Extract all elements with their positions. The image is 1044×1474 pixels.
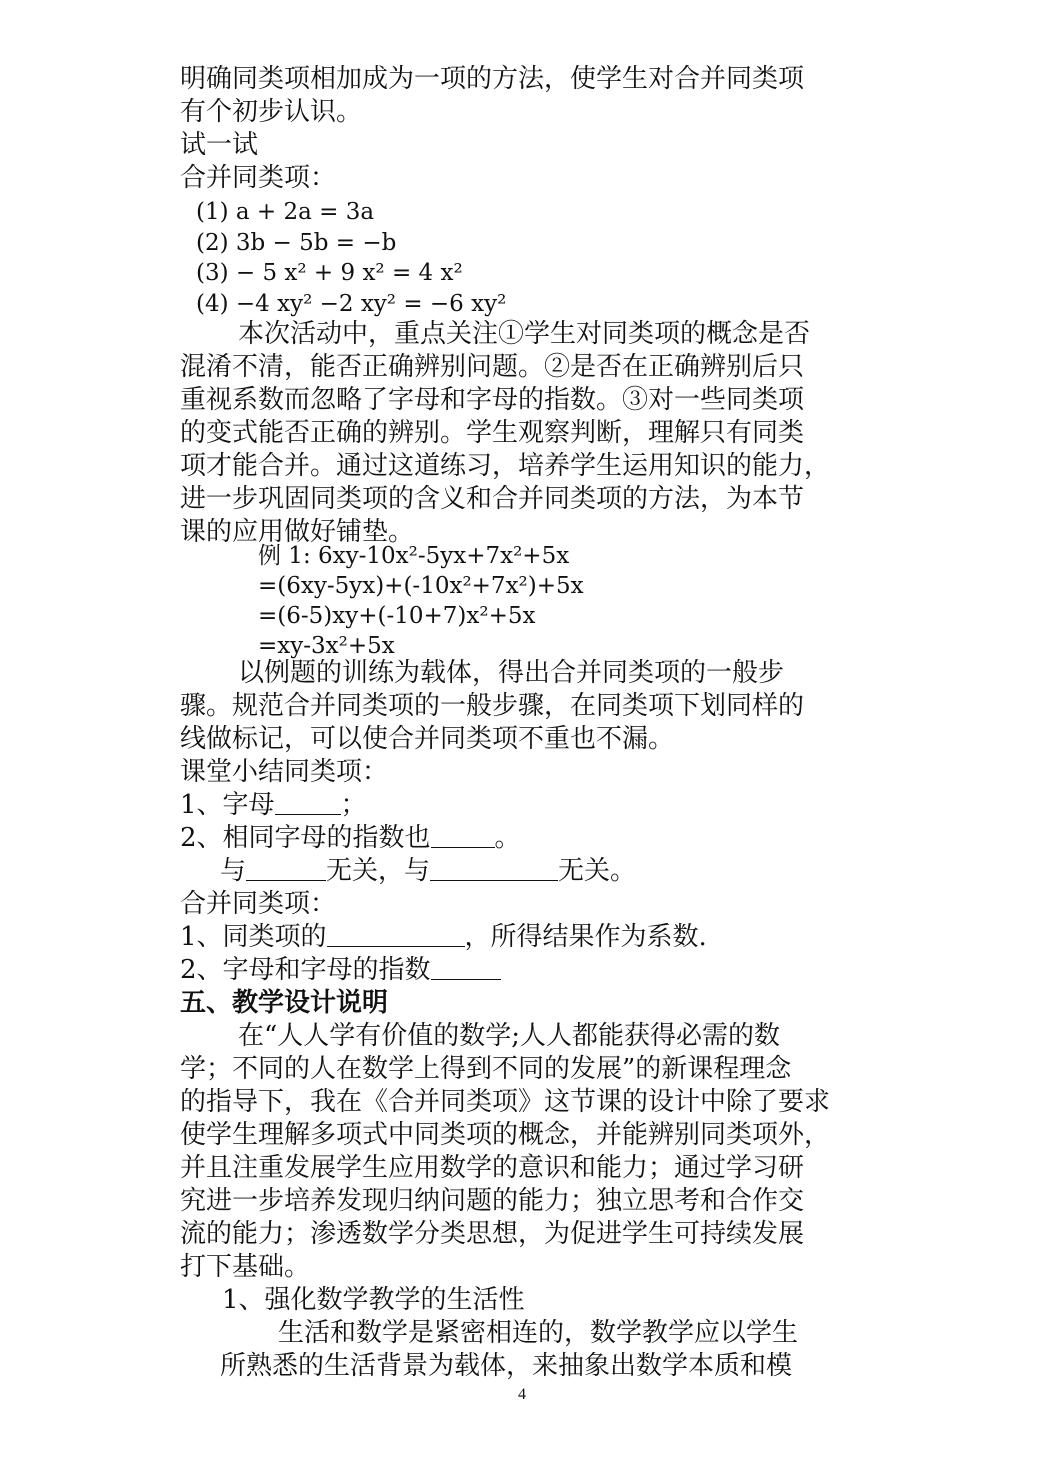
example-line-3: =(6-5)xy+(-10+7)x²+5x (258, 603, 536, 629)
summary-item-3-a: 与 (220, 856, 247, 886)
paragraph-line: 有个初步认识。 (180, 97, 363, 127)
summary-item-3-c: 无关。 (558, 856, 637, 886)
exercise-1: (1) a + 2a = 3a (196, 199, 375, 225)
steps-line: 骤。规范合并同类项的一般步骤，在同类项下划同样的 (180, 691, 805, 721)
fill-blank[interactable] (430, 856, 558, 881)
section-five-line: 流的能力；渗透数学分类思想，为促进学生可持续发展 (180, 1219, 805, 1249)
summary-merge-2-prefix: 2、字母和字母的指数 (180, 955, 431, 985)
summary-merge-2 (180, 954, 501, 986)
focus-line: 进一步巩固同类项的含义和合并同类项的方法，为本节 (180, 484, 805, 514)
exercise-2: (2) 3b − 5b = −b (196, 230, 397, 256)
summary-heading: 课堂小结同类项： (180, 757, 389, 787)
fill-blank[interactable] (431, 955, 501, 980)
subsection-heading: 1、强化数学教学的生活性 (222, 1285, 525, 1315)
example-line-4: =xy-3x²+5x (258, 633, 395, 659)
try-heading: 试一试 (180, 130, 259, 160)
fill-blank[interactable] (275, 790, 341, 815)
summary-item-1 (180, 789, 367, 821)
summary-item-2-prefix: 2、相同字母的指数也 (180, 823, 431, 853)
page-number: 4 (518, 1386, 526, 1403)
summary-item-3-b: 无关，与 (326, 856, 431, 886)
steps-line: 线做标记，可以使合并同类项不重也不漏。 (180, 724, 675, 754)
summary-merge-1-prefix: 1、同类项的 (180, 922, 327, 952)
section-five-line: 学；不同的人在数学上得到不同的发展”的新课程理念 (180, 1054, 792, 1084)
example-line-1: 例 1: 6xy-10x²-5yx+7x²+5x (258, 543, 570, 569)
section-five-line: 打下基础。 (180, 1252, 311, 1282)
focus-line: 项才能合并。通过这道练习，培养学生运用知识的能力， (180, 451, 831, 481)
paragraph-line: 明确同类项相加成为一项的方法，使学生对合并同类项 (180, 64, 805, 94)
steps-line: 以例题的训练为载体，得出合并同类项的一般步 (238, 658, 785, 688)
section-five-line: 并且注重发展学生应用数学的意识和能力；通过学习研 (180, 1153, 805, 1183)
fill-blank[interactable] (327, 922, 465, 947)
section-five-line: 究进一步培养发现归纳问题的能力；独立思考和合作交 (180, 1186, 805, 1216)
subsection-line: 所熟悉的生活背景为载体，来抽象出数学本质和模 (220, 1351, 793, 1381)
exercise-4: (4) −4 xy² −2 xy² = −6 xy² (196, 291, 507, 317)
exercise-3: (3) − 5 x² + 9 x² = 4 x² (196, 260, 463, 286)
fill-blank[interactable] (246, 856, 326, 881)
section-five-heading: 五、教学设计说明 (180, 988, 389, 1018)
summary-merge-heading: 合并同类项： (180, 889, 337, 919)
example-line-2: =(6xy-5yx)+(-10x²+7x²)+5x (258, 573, 584, 599)
summary-item-2-suffix: 。 (494, 823, 521, 853)
summary-merge-1 (180, 921, 707, 953)
summary-item-2 (180, 822, 521, 854)
merge-heading: 合并同类项： (180, 163, 337, 193)
section-five-line: 的指导下，我在《合并同类项》这节课的设计中除了要求 (180, 1087, 831, 1117)
focus-line: 重视系数而忽略了字母和字母的指数。③对一些同类项 (180, 385, 805, 415)
section-five-line: 使学生理解多项式中同类项的概念，并能辨别同类项外， (180, 1120, 831, 1150)
summary-merge-1-suffix: ，所得结果作为系数. (464, 922, 707, 952)
summary-item-1-prefix: 1、字母 (180, 790, 275, 820)
subsection-line: 生活和数学是紧密相连的，数学教学应以学生 (278, 1318, 799, 1348)
focus-line: 的变式能否正确的辨别。学生观察判断，理解只有同类 (180, 418, 805, 448)
summary-item-3 (220, 855, 636, 887)
summary-item-1-suffix: ； (340, 790, 367, 820)
section-five-line: 在“人人学有价值的数学;人人都能获得必需的数 (238, 1021, 781, 1051)
focus-line: 混淆不清，能否正确辨别问题。②是否在正确辨别后只 (180, 352, 805, 382)
fill-blank[interactable] (431, 823, 495, 848)
focus-line: 本次活动中，重点关注①学生对同类项的概念是否 (238, 319, 811, 349)
focus-line: 课的应用做好铺垫。 (180, 517, 415, 547)
